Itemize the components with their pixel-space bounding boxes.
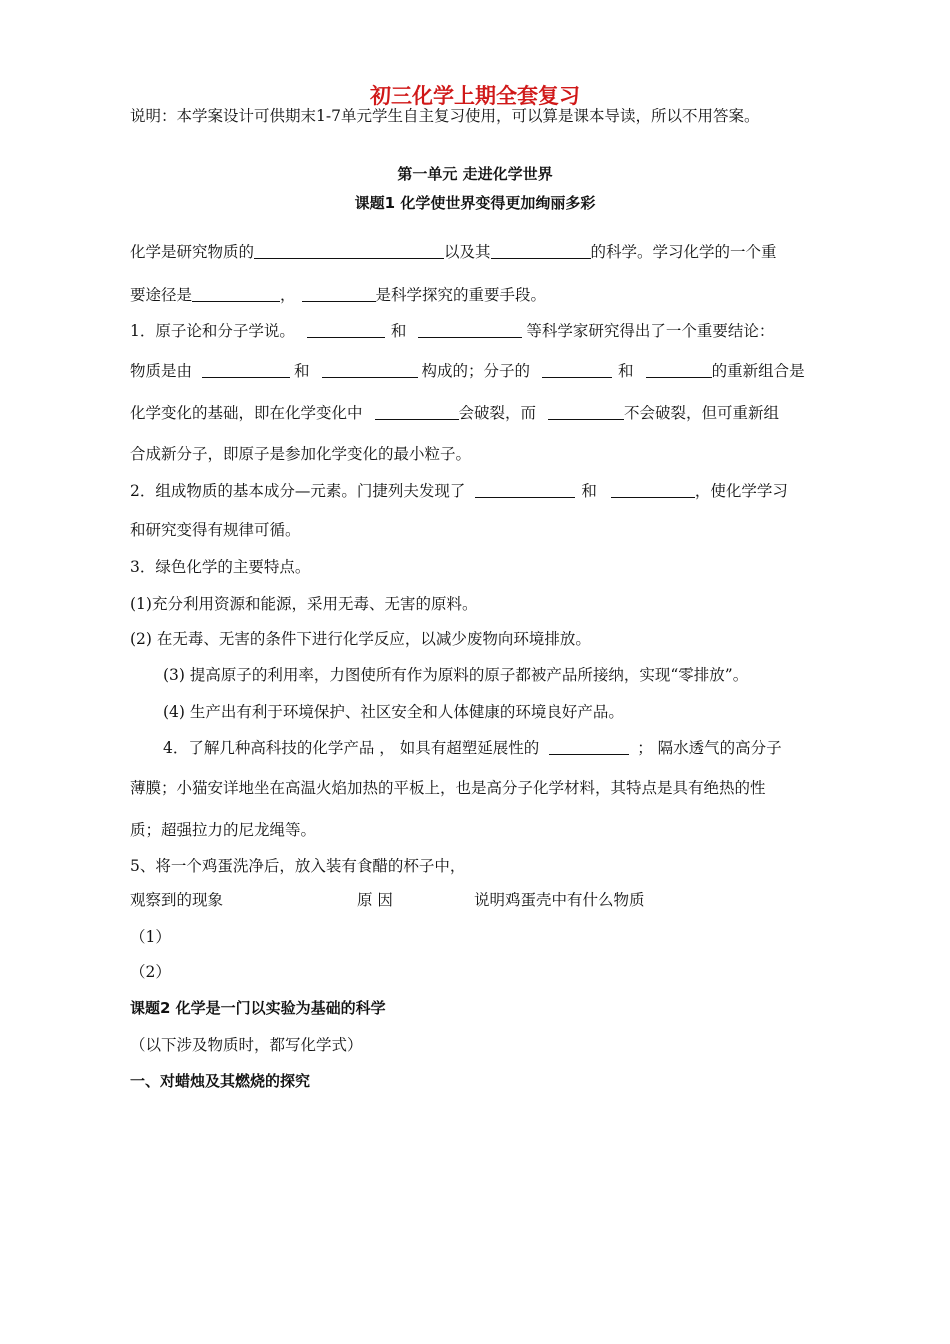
text-span: 物质是由 — [130, 362, 193, 380]
list-item: (4) 生产出有利于环境保护、社区安全和人体健康的环境良好产品。 — [163, 703, 624, 721]
text-span: ，使化学学习 — [694, 482, 788, 500]
paragraph-line: 合成新分子，即原子是参加化学变化的最小粒子。 — [130, 445, 472, 463]
text-span: 以及其 — [444, 243, 491, 261]
text-span: 会破裂，而 — [458, 404, 537, 422]
fill-blank[interactable] — [418, 322, 522, 338]
fill-blank[interactable] — [491, 243, 591, 259]
table-header-substance: 说明鸡蛋壳中有什么物质 — [474, 891, 645, 909]
table-header-observation: 观察到的现象 — [130, 891, 224, 909]
text-span: 4．了解几种高科技的化学产品 ， 如具有超塑延展性的 — [163, 739, 540, 757]
fill-blank[interactable] — [202, 362, 290, 378]
text-span: 的科学。学习化学的一个重 — [590, 243, 777, 261]
text-span: 等科学家研究得出了一个重要结论： — [526, 322, 775, 340]
text-span: 要途径是 — [130, 286, 193, 304]
table-row-label: （1） — [130, 928, 171, 946]
lesson-1-heading: 课题1 化学使世界变得更加绚丽多彩 — [354, 194, 596, 212]
paragraph-line — [130, 321, 774, 341]
text-span: ， — [280, 286, 296, 304]
text-span: 是科学探究的重要手段。 — [375, 286, 547, 304]
section-3-heading: 3．绿色化学的主要特点。 — [130, 558, 311, 576]
instruction-note: （以下涉及物质时，都写化学式） — [130, 1036, 363, 1054]
text-span: 的重新组合是 — [711, 362, 805, 380]
fill-blank[interactable] — [192, 286, 280, 302]
paragraph-line: 质；超强拉力的尼龙绳等。 — [130, 821, 317, 839]
fill-blank[interactable] — [307, 322, 385, 338]
paragraph-line — [130, 242, 777, 262]
table-row-label: （2） — [130, 963, 171, 981]
list-item: (1)充分利用资源和能源，采用无毒、无害的原料。 — [130, 595, 478, 613]
fill-blank[interactable] — [549, 739, 629, 755]
text-span: 1．原子论和分子学说。 — [130, 322, 295, 340]
text-span: 和 — [390, 322, 407, 340]
lesson-2-heading: 课题2 化学是一门以实验为基础的科学 — [130, 999, 386, 1017]
section-5-heading: 5、将一个鸡蛋洗净后，放入装有食醋的杯子中， — [130, 857, 466, 875]
fill-blank[interactable] — [322, 362, 418, 378]
text-span: 2．组成物质的基本成分—元素。门捷列夫发现了 — [130, 482, 466, 500]
paragraph-line — [130, 403, 779, 423]
paragraph-line — [130, 481, 788, 501]
fill-blank[interactable] — [302, 286, 376, 302]
paragraph-line — [130, 361, 805, 381]
unit-heading: 第一单元 走进化学世界 — [397, 165, 553, 183]
fill-blank[interactable] — [611, 482, 695, 498]
list-item: (2) 在无毒、无害的条件下进行化学反应，以减少废物向环境排放。 — [130, 630, 591, 648]
fill-blank[interactable] — [646, 362, 712, 378]
list-item: (3) 提高原子的利用率，力图使所有作为原料的原子都被产品所接纳，实现“零排放”。 — [163, 666, 749, 684]
text-span: 化学是研究物质的 — [130, 243, 255, 261]
intro-note: 说明：本学案设计可供期末1-7单元学生自主复习使用，可以算是课本导读，所以不用答案。 — [130, 107, 760, 125]
fill-blank[interactable] — [542, 362, 612, 378]
text-span: 不会破裂，但可重新组 — [624, 404, 780, 422]
fill-blank[interactable] — [548, 404, 624, 420]
paragraph-line — [130, 285, 546, 305]
fill-blank[interactable] — [375, 404, 459, 420]
paragraph-line: 薄膜；小猫安详地坐在高温火焰加热的平板上，也是高分子化学材料，其特点是具有绝热的性 — [130, 779, 766, 797]
text-span: 和 — [294, 362, 310, 380]
text-span: 和 — [618, 362, 634, 380]
paragraph-line: 和研究变得有规律可循。 — [130, 521, 301, 539]
paragraph-line — [163, 738, 782, 758]
text-span: 和 — [581, 482, 597, 500]
page-title: 初三化学上期全套复习 — [370, 84, 580, 108]
text-span: ； 隔水透气的高分子 — [637, 739, 782, 757]
text-span: 化学变化的基础，即在化学变化中 — [130, 404, 363, 422]
text-span: 构成的；分子的 — [421, 362, 531, 380]
table-header-reason: 原 因 — [357, 891, 393, 909]
fill-blank[interactable] — [475, 482, 575, 498]
fill-blank[interactable] — [254, 243, 444, 259]
section-heading: 一、对蜡烛及其燃烧的探究 — [130, 1072, 311, 1090]
